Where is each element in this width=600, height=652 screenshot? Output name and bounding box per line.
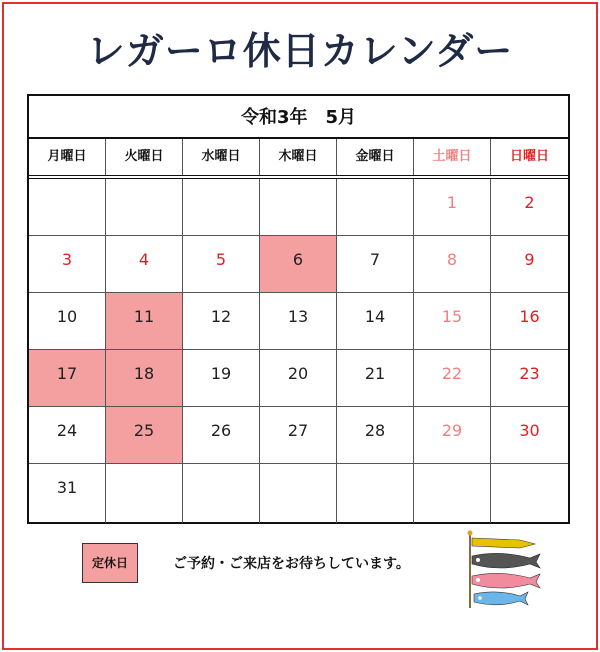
weekday-1: 火曜日 [106,139,183,175]
calendar-month: 令和3年 5月 [29,96,568,139]
weekday-0: 月曜日 [29,139,106,175]
calendar [27,94,570,524]
calendar-day-23: 23 [519,364,540,383]
calendar-day-2: 2 [524,193,535,212]
calendar-day-empty [491,464,568,523]
calendar-day-9: 9 [524,250,535,269]
weekday-header [29,139,568,179]
weekday-3: 木曜日 [260,139,337,175]
calendar-day-28: 28 [337,407,414,463]
calendar-day-22: 22 [414,350,491,406]
calendar-day-18: 18 [106,350,183,406]
calendar-day-20: 20 [260,350,337,406]
calendar-day-1: 1 [414,179,491,235]
calendar-day-6: 6 [260,236,337,292]
calendar-day-19: 19 [183,350,260,406]
calendar-week-row [29,464,568,523]
legend-holiday-swatch: 定休日 [82,543,138,583]
calendar-day-17: 17 [29,350,106,406]
calendar-day-5: 5 [183,236,260,292]
calendar-day-11: 11 [106,293,183,349]
calendar-day-empty [414,464,491,523]
calendar-day-24: 24 [29,407,106,463]
calendar-day-12: 12 [183,293,260,349]
calendar-day-empty [183,464,260,523]
page-title: レガーロ休日カレンダー [86,29,514,73]
calendar-day-empty [260,464,337,523]
calendar-day-26: 26 [183,407,260,463]
calendar-day-10: 10 [29,293,106,349]
calendar-day-3: 3 [29,236,106,292]
weekday-5: 土曜日 [414,139,491,175]
calendar-day-empty [337,179,414,235]
calendar-day-21: 21 [337,350,414,406]
calendar-day-4: 4 [106,236,183,292]
calendar-week-row [29,236,568,293]
calendar-day-30: 30 [519,421,540,440]
calendar-day-27: 27 [260,407,337,463]
calendar-grid [29,179,568,523]
calendar-day-25: 25 [106,407,183,463]
calendar-day-16: 16 [519,307,540,326]
calendar-day-7: 7 [337,236,414,292]
calendar-day-14: 14 [337,293,414,349]
calendar-day-empty [260,179,337,235]
calendar-week-row [29,293,568,350]
calendar-day-13: 13 [260,293,337,349]
calendar-day-empty [183,179,260,235]
calendar-day-empty [337,464,414,523]
calendar-day-15: 15 [414,293,491,349]
calendar-week-row [29,407,568,464]
calendar-week-row [29,350,568,407]
calendar-week-row [29,179,568,236]
weekday-6: 日曜日 [509,149,549,164]
calendar-day-empty [106,464,183,523]
weekday-4: 金曜日 [337,139,414,175]
legend-message: ご予約・ご来店をお待ちしています。 [173,556,410,572]
calendar-day-29: 29 [414,407,491,463]
weekday-2: 水曜日 [183,139,260,175]
calendar-day-8: 8 [414,236,491,292]
calendar-day-empty [29,179,106,235]
calendar-day-empty [106,179,183,235]
calendar-day-31: 31 [29,464,106,523]
koinobori-icon [460,530,545,610]
